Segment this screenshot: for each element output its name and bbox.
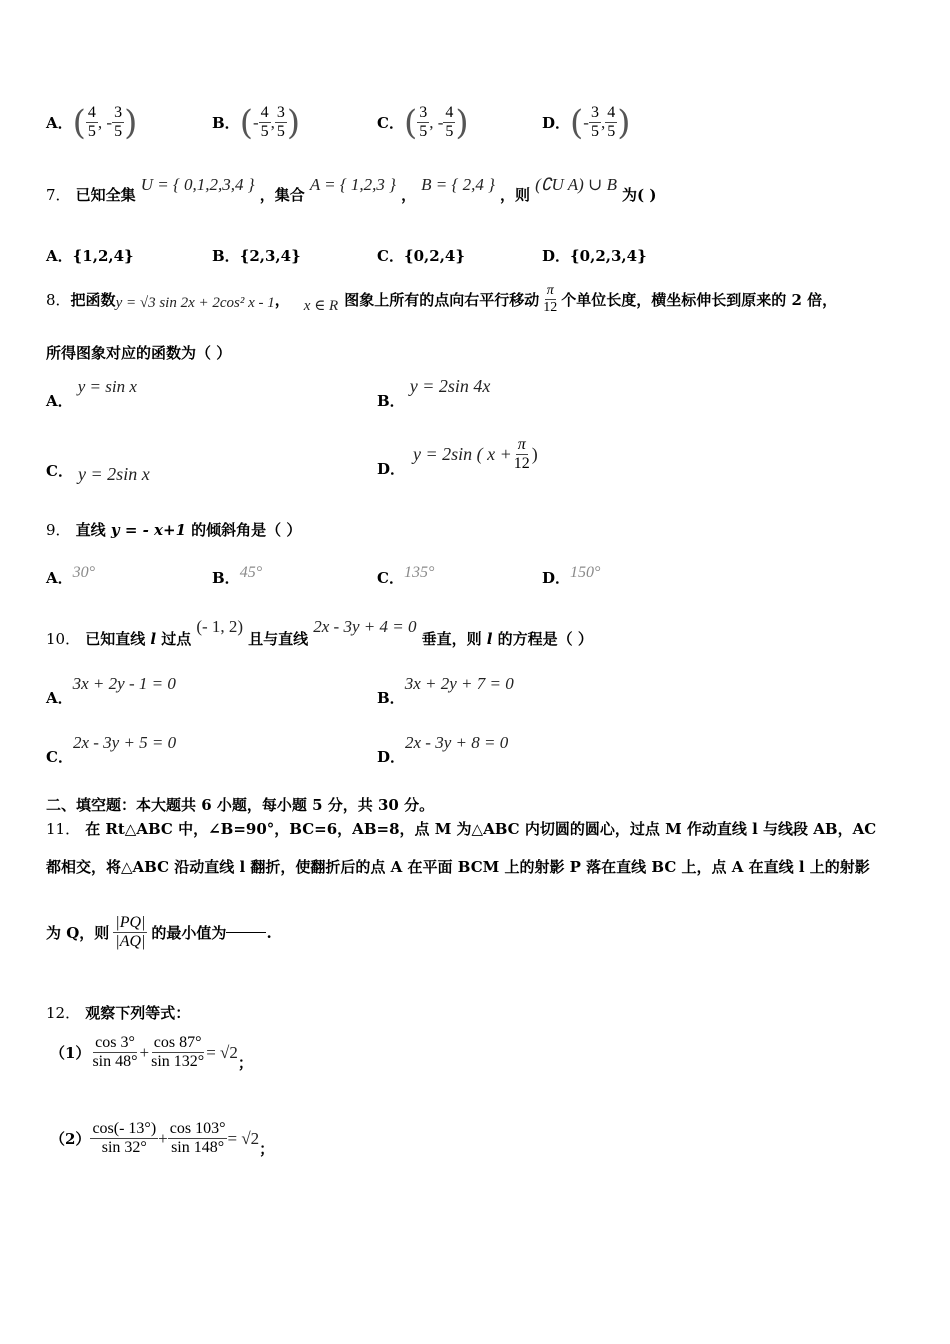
question-number: 12． [46,1004,81,1022]
option-label: D． [542,247,571,265]
fraction: $\frac{\cos(- 13^\circ)}{\sin 32^\circ}$ [92,1120,157,1157]
equation-rhs: = √2 [227,1128,260,1148]
stem-text: ，集合 [259,186,305,204]
option-text: 3x + 2y + 7 = 0 [404,674,514,693]
fraction: $\frac{3}{5}$ [114,104,123,141]
stem-text: 过点 [161,630,192,648]
option-label: A． [46,247,73,265]
q6-option-c [377,104,469,142]
stem-text: 垂直，则 [421,630,487,648]
stem-text: 且与直线 [248,630,309,648]
option-label: A． [46,392,73,410]
option-text: y = 2sin ( x + [413,444,512,465]
option-label: D． [377,460,406,479]
separator: , [600,112,606,132]
math-set-b: B = { 2,4 } [421,175,495,194]
plus-sign: + [139,1042,150,1062]
stem-text: 把函数 [70,291,116,310]
stem-text: 的倾斜角是（ ） [191,521,302,539]
option-label: C． [377,114,404,133]
shift-fraction: $\frac{\pi}{12}$ [543,283,558,316]
q7-option-a [46,245,134,266]
math-line-equation: y = - x+1 [110,521,186,539]
question-number: 11． [46,820,81,838]
stem-text: 为( ) [622,186,657,204]
option-label: B． [377,689,405,707]
left-paren: ( [570,102,584,143]
separator: , [429,112,438,132]
sign: - [437,112,444,132]
stem-text: ，则 [499,186,530,204]
option-label: B． [212,247,240,265]
math-set-a: A = { 1,2,3 } [309,175,396,194]
q8-option-d [377,436,538,479]
stem-text: 已知直线 [85,630,151,648]
stem-text: 观察下列等式： [85,1004,191,1022]
fraction: $\frac{4}{5}$ [445,104,454,141]
q11-line1 [46,818,876,839]
q10-stem [46,617,593,649]
q9-stem [46,519,301,540]
fraction: $\frac{3}{5}$ [419,104,428,141]
option-text: y = sin x [77,377,137,396]
q8-stem-line2: 所得图象对应的函数为（ ） [46,344,232,362]
fraction: $\frac{4}{5}$ [260,104,269,141]
q10-option-a [46,673,176,707]
math-line-l: l [150,630,157,648]
q12-stem [46,1002,190,1023]
equation-end: ； [237,1054,253,1073]
option-text: y = 2sin 4x [409,376,491,396]
q12-equation-1 [50,1034,253,1072]
fraction: $\frac{4}{5}$ [87,104,96,141]
option-text: 135° [403,564,435,581]
q8-option-b [377,376,491,410]
option-text: {2,3,4} [239,247,301,265]
option-label: D． [377,748,406,766]
math-function: y = √3 sin 2x + 2cos² x - 1 [115,295,275,312]
option-label: C． [46,462,73,480]
math-given-line: 2x - 3y + 4 = 0 [313,617,417,636]
right-paren: ) [124,102,138,143]
q11-line3 [46,914,272,952]
stem-text: 个单位长度，横坐标伸长到原来的 2 倍， [561,291,838,310]
option-label: C． [46,748,73,766]
q6-option-d [542,104,630,142]
q7-option-c [377,245,465,266]
q6-option-a [46,104,137,142]
fraction: $\frac{\cos 87^\circ}{\sin 132^\circ}$ [151,1034,205,1071]
fraction: $\frac{4}{5}$ [607,104,616,141]
option-label: C． [377,247,404,265]
math-universal-set: U = { 0,1,2,3,4 } [140,175,255,194]
stem-text: ， [274,291,290,310]
option-text: y = 2sin x [78,464,150,484]
q10-option-b [377,673,514,707]
option-label: A． [46,114,73,133]
fraction: $\frac{\cos 3^\circ}{\sin 48^\circ}$ [92,1034,138,1071]
stem-text: 图象上所有的点向右平行移动 [344,291,540,310]
plus-sign: + [158,1128,168,1148]
fraction: $\frac{\cos 103^\circ}{\sin 148^\circ}$ [169,1120,226,1157]
fraction: $\frac{3}{5}$ [276,104,285,141]
left-paren: ( [239,102,253,143]
right-paren: ) [286,102,301,143]
section-heading: 二、填空题：本大题共 6 小题，每小题 5 分，共 30 分。 [46,796,435,814]
separator: , [270,112,275,132]
sign: - [106,112,113,132]
stem-text: . [266,923,272,942]
option-text: 3x + 2y - 1 = 0 [72,674,176,693]
math-line-l: l [486,630,493,648]
answer-blank [226,932,266,933]
option-label: B． [212,114,240,133]
option-text: {0,2,3,4} [570,247,647,265]
q10-option-c [46,732,177,766]
q8-stem [46,283,837,316]
option-text: 150° [570,564,601,581]
option-text: 2x - 3y + 8 = 0 [405,733,509,752]
option-text: 30° [72,564,96,581]
q9-option-c [377,561,435,587]
option-text: 2x - 3y + 5 = 0 [72,733,177,752]
equation-label: （1） [50,1044,91,1063]
equation-rhs: = √2 [206,1042,238,1062]
q7-stem [46,175,657,205]
q11-line2: 都相交，将△ABC 沿动直线 l 翻折，使翻折后的点 A 在平面 BCM 上的射影 P 落在直线 BC 上，点 A 在直线 l 上的射影 [46,858,870,876]
equation-end: ； [259,1140,275,1159]
separator: , [97,112,107,132]
q7-option-d [542,245,647,266]
q10-option-d [377,732,509,766]
q9-option-a [46,561,96,587]
math-point: (- 1, 2) [196,617,244,636]
question-number: 10． [46,630,81,648]
math-domain: x ∈ R [303,298,339,315]
ratio-fraction: $\frac{|PQ|}{|AQ|}$ [115,914,146,951]
option-text: {0,2,4} [403,247,466,265]
stem-text: 在 Rt△ABC 中，∠B=90°，BC=6，AB=8，点 M 为△ABC 内切圆的圆心，过点 M 作动直线 l 与线段 AB，AC [85,820,877,838]
option-label: D． [542,114,571,133]
option-text: 45° [239,564,263,581]
q7-option-b [212,245,301,266]
option-fraction: $\frac{\pi}{12}$ [513,436,530,473]
question-number: 8． [46,291,71,310]
stem-text: 的最小值为 [151,924,227,943]
q9-option-d [542,561,601,587]
left-paren: ( [72,102,86,143]
right-paren: ) [617,102,631,143]
option-label: A． [46,569,73,587]
question-number: 9． [46,521,71,539]
option-label: B． [377,392,405,410]
sign: - [252,112,259,132]
left-paren: ( [403,102,418,143]
math-expression: (∁U A) ∪ B [535,175,617,194]
right-paren: ) [455,102,469,143]
sign: - [583,112,589,132]
q12-equation-2 [50,1120,274,1158]
q6-option-b [212,104,300,142]
equation-label: （2） [50,1130,91,1149]
q8-option-a [46,376,137,410]
q9-option-b [212,561,263,587]
question-number: 7． [46,186,71,204]
stem-text: 为 Q，则 [46,924,110,943]
stem-text: 已知全集 [75,186,136,204]
option-label: A． [46,689,73,707]
stem-text: 直线 [75,521,111,539]
option-label: D． [542,569,571,587]
q8-option-c [46,460,150,484]
fraction: $\frac{3}{5}$ [590,104,599,141]
option-label: C． [377,569,404,587]
stem-text: ， [401,186,417,204]
stem-text: 的方程是（ ） [497,630,593,648]
option-text-tail: ) [531,444,538,465]
option-text: {1,2,4} [72,247,134,265]
option-label: B． [212,569,240,587]
